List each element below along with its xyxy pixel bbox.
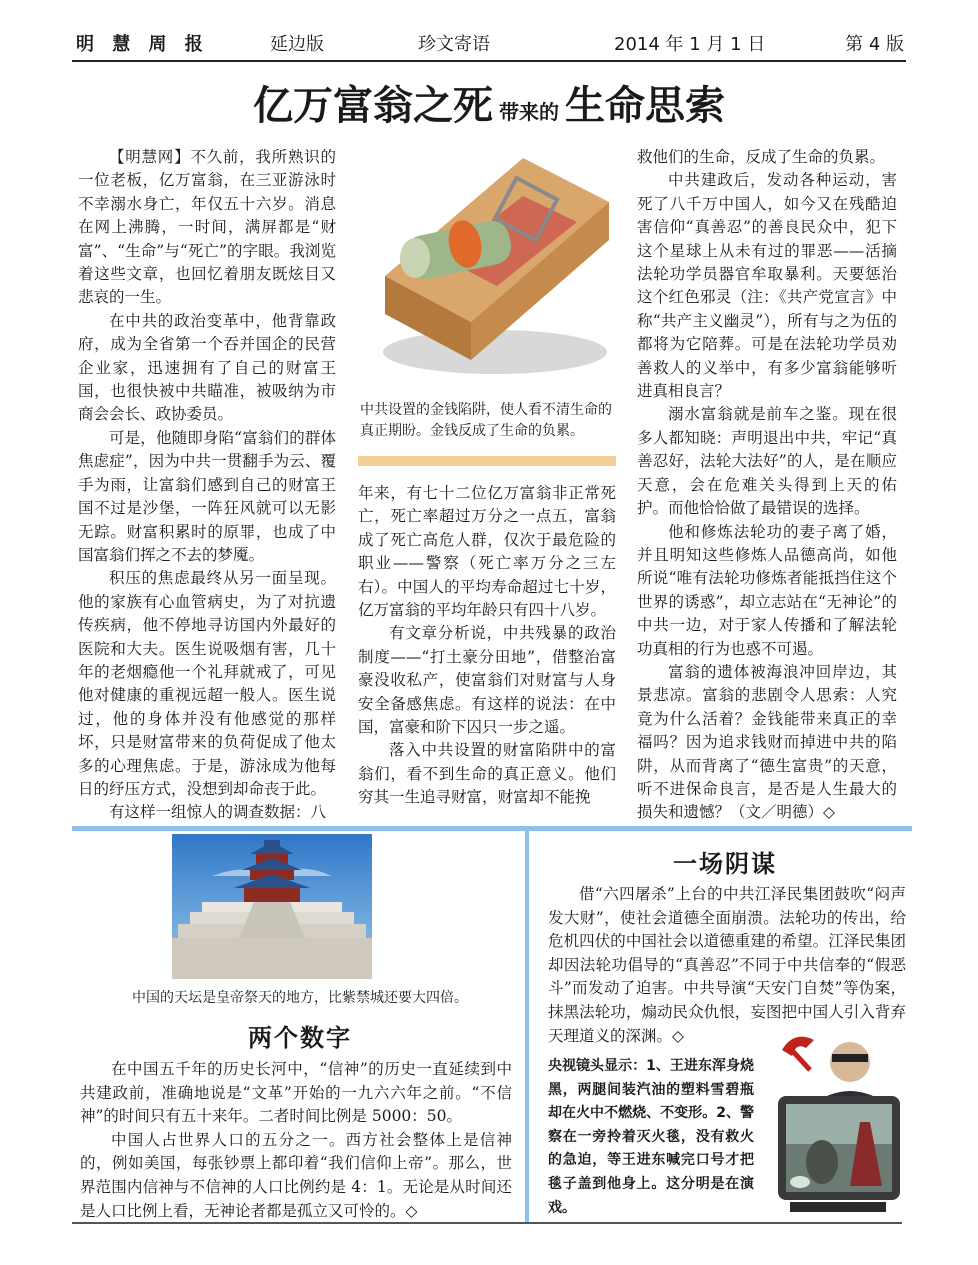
issue-date: 2014 年 1 月 1 日: [614, 34, 766, 55]
column-label: 珍文寄语: [418, 34, 490, 55]
page-number: 第 4 版: [845, 34, 904, 55]
article-paragraph: 【明慧网】不久前，我所熟识的一位老板，亿万富翁，在三亚游泳时不幸溺水身亡，年仅五十六岁。消息在网上沸腾，一时间，满屏都是“财富”、“生命”与“死亡”的字眼。我浏览着这些文章，也回忆着朋友既炫目又悲哀的一生。: [78, 148, 336, 307]
article-column-1: [78, 146, 336, 825]
two-numbers-body: [80, 1058, 512, 1223]
main-headline: [72, 80, 906, 132]
article-paragraph: 救他们的生命，反成了生命的负累。: [637, 148, 886, 166]
article-paragraph: 年来，有七十二位亿万富翁非正常死亡，死亡率超过万分之一点五，富翁成了死亡高危人群，仅次于最危险的职业——警察（死亡率万分之三左右）。中国人的平均寿命超过七十岁，亿万富翁的平均年龄只有四十八岁。: [358, 484, 616, 620]
section-divider-vertical: [525, 831, 529, 1223]
temple-photo-caption: 中国的天坛是皇帝祭天的地方，比紫禁城还要大四倍。: [132, 990, 468, 1006]
bottom-rule: [72, 1222, 902, 1224]
newspaper-name: 明 慧 周 报: [76, 34, 209, 55]
section-divider-horizontal: [72, 826, 912, 831]
trap-photo-caption: 中共设置的金钱陷阱，使人看不清生命的真正期盼。金钱反成了生命的负累。: [360, 402, 612, 439]
article-paragraph: 有这样一组惊人的调查数据：八: [109, 803, 327, 822]
headline-part-3: 生命思索: [565, 82, 725, 129]
masthead: [72, 30, 906, 62]
headline-part-1: 亿万富翁之死: [253, 82, 493, 129]
tv-screenshot-photo: [770, 1026, 906, 1222]
article-paragraph: 在中国五千年的历史长河中，“信神”的历史一直延续到中共建政前，准确地说是“文革”开始的一九六六年之前。“不信神”的时间只有五十来年。二者时间比例是 5000：50。: [80, 1060, 512, 1126]
article-paragraph: 他和修炼法轮功的妻子离了婚，并且明知这些修炼人品德高尚，如他所说“唯有法轮功修炼者能抵挡住这个世界的诱惑”，却立志站在“无神论”的中共一边，对于家人传播和了解法轮功真相的行为也惑不可遏。: [637, 522, 897, 658]
decorative-bar: [358, 456, 616, 466]
section-title-conspiracy: 一场阴谋: [673, 850, 777, 878]
article-paragraph: 富翁的遗体被海浪冲回岸边，其景悲凉。富翁的悲剧令人思索：人究竟为什么活着？金钱能带来真正的幸福吗？因为追求钱财而掉进中共的陷阱，从而背离了“德生富贵”的天意，听不进保命良言，是否是人生最大的损失和遗憾？（文／明德）◇: [637, 662, 897, 822]
tv-photo-caption: 央视镜头显示：1、王进东浑身烧黑，两腿间装汽油的塑料雪碧瓶却在火中不燃烧、不变形。2、警察在一旁拎着灭火毯，没有救火的急迫，等王进东喊完口号才把毯子盖到他身上。这分明是在演戏。: [548, 1058, 754, 1216]
article-column-2: [358, 482, 616, 810]
article-paragraph: 落入中共设置的财富陷阱中的富翁们，看不到生命的真正意义。他们穷其一生追寻财富，财富却不能挽: [358, 741, 616, 807]
article-paragraph: 中共建政后，发动各种运动，害死了八千万中国人，如今又在残酷迫害信仰“真善忍”的善良民众中，犯下这个星球上从未有过的罪恶——活摘法轮功学员器官牟取暴利。天要惩治这个红色邪灵（注：《共产党宣言》中称“共产主义幽灵”），所有与之为伍的都将为它陪葬。可是在法轮功学员劝善救人的义举中，有多少富翁能够听进真相良言？: [637, 171, 897, 401]
article-paragraph: 有文章分析说，中共残暴的政治制度——“打土豪分田地”，借整治富豪没收私产，使富翁们对财富与人身安全备感焦虑。有这样的说法：在中国，富豪和阶下囚只一步之遥。: [358, 624, 616, 737]
headline-part-2: 带来的: [499, 100, 559, 124]
article-paragraph: 可是，他随即身陷“富翁们的群体焦虑症”，因为中共一贯翻手为云、覆手为雨，让富翁们感到自己的财富王国不过是沙堡，一阵狂风就可以无影无踪。财富积累时的原罪，也成了中国富翁们挥之不去的梦魇。: [78, 428, 336, 564]
section-title-two-numbers: 两个数字: [248, 1024, 352, 1052]
conspiracy-body: [548, 883, 906, 1048]
article-paragraph: 积压的焦虑最终从另一面呈现。他的家族有心血管病史，为了对抗遗传疾病，他不停地寻访国内外最好的医院和大夫。医生说吸烟有害，几十年的老烟瘾他一个礼拜就戒了，可见他对健康的重视远超一般人。医生说过，他的身体并没有他感觉的那样坏，只是财富带来的负荷促成了他太多的心理焦虑。于是，游泳成为他每日的纾压方式，没想到却命丧于此。: [78, 569, 336, 798]
article-column-3: [637, 146, 897, 825]
article-paragraph: 借“六四屠杀”上台的中共江泽民集团鼓吹“闷声发大财”，使社会道德全面崩溃。法轮功的传出，给危机四伏的中国社会以道德重建的希望。江泽民集团却因法轮功倡导的“真善忍”不同于中共信奉的“假恶斗”而发动了迫害。中共导演“天安门自焚”等伪案，抹黑法轮功，煽动民众仇恨，妄图把中国人引入背弃天理道义的深渊。◇: [548, 885, 906, 1045]
temple-of-heaven-photo: [172, 834, 372, 979]
edition-label: 延边版: [270, 34, 324, 55]
article-paragraph: 在中共的政治变革中，他背靠政府，成为全省第一个吞并国企的民营企业家，迅速拥有了自己的财富王国，也很快被中共瞄准，被吸纳为市商会会长、政协委员。: [78, 311, 336, 424]
article-paragraph: 中国人占世界人口的五分之一。西方社会整体上是信神的，例如美国，每张钞票上都印着“我们信仰上帝”。那么，世界范围内信神与不信神的人口比例约是 4：1。无论是从时间还是人口比例上看，无神论者都是孤立又可怜的。◇: [80, 1130, 512, 1220]
article-paragraph: 溺水富翁就是前车之鉴。现在很多人都知晓：声明退出中共，牢记“真善忍好，法轮大法好”的人，是在顺应天意，会在危难关头得到上天的佑护。而他恰恰做了最错误的选择。: [637, 405, 897, 518]
mousetrap-money-photo: [355, 146, 617, 390]
